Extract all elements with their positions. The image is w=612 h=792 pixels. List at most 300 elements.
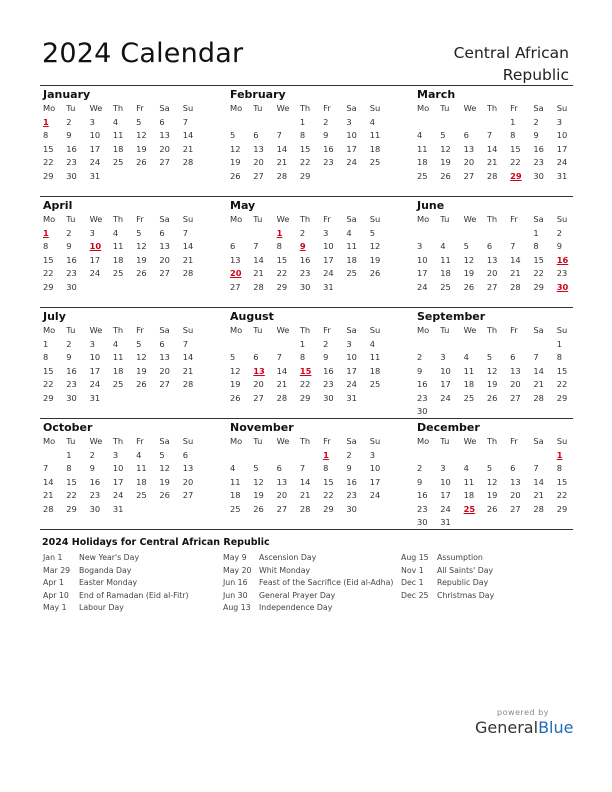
week-row <box>227 392 390 406</box>
day-cell: 23 <box>323 379 334 389</box>
day-cell: 27 <box>159 268 170 278</box>
day-cell: 28 <box>299 503 311 514</box>
weekday-label: Fr <box>510 214 518 224</box>
weekday-label: We <box>463 436 477 446</box>
day-cell: 7 <box>276 130 282 140</box>
holiday-day-cell: 1 <box>276 227 283 238</box>
weekday-header <box>414 435 577 449</box>
day-cell: 17 <box>556 143 568 154</box>
holidays-title: 2024 Holidays for Central African Republic <box>42 537 270 548</box>
day-cell: 2 <box>66 227 72 238</box>
day-cell: 2 <box>66 116 72 127</box>
month-name: August <box>230 310 274 323</box>
empty-day-cell <box>250 227 273 241</box>
holiday-day-cell: 29 <box>510 170 522 181</box>
week-row <box>40 143 203 157</box>
day-cell: 13 <box>182 463 194 473</box>
weekday-label: Su <box>556 214 568 224</box>
day-cell: 18 <box>369 143 381 154</box>
day-cell: 10 <box>440 476 451 487</box>
holiday-item <box>401 552 494 565</box>
week-row <box>40 365 203 379</box>
day-cell: 3 <box>89 338 95 349</box>
holiday-item <box>401 590 494 603</box>
day-cell: 27 <box>253 170 264 181</box>
week-row <box>40 462 203 476</box>
empty-day-cell <box>414 227 437 241</box>
day-cell: 10 <box>556 130 568 140</box>
day-cell: 29 <box>43 281 54 292</box>
day-cell: 4 <box>417 130 423 140</box>
day-cell: 31 <box>89 170 101 181</box>
holiday-name: All Saints' Day <box>437 565 494 575</box>
week-row <box>227 378 390 392</box>
day-cell: 28 <box>510 281 521 292</box>
day-cell: 5 <box>230 130 236 140</box>
day-cell: 9 <box>417 476 423 487</box>
month-name: February <box>230 88 286 101</box>
empty-day-cell <box>297 449 320 463</box>
day-cell: 10 <box>346 352 357 362</box>
week-row <box>40 240 203 254</box>
week-row <box>414 281 577 295</box>
empty-day-cell <box>156 392 179 406</box>
weekday-label: We <box>89 325 103 335</box>
holiday-day-cell: 1 <box>323 449 329 460</box>
week-row <box>40 449 203 463</box>
weekday-label: Tu <box>66 103 76 113</box>
day-cell: 14 <box>276 365 288 376</box>
day-cell: 8 <box>510 130 516 140</box>
weekday-label: Sa <box>159 214 170 224</box>
day-cell: 14 <box>276 143 288 154</box>
day-cell: 30 <box>417 406 428 416</box>
holiday-item <box>223 565 393 578</box>
day-cell: 18 <box>417 157 428 167</box>
day-cell: 26 <box>136 268 147 278</box>
day-cell: 21 <box>299 490 311 500</box>
day-cell: 26 <box>136 379 147 389</box>
day-cell: 22 <box>299 379 311 389</box>
weekday-label: Th <box>112 214 124 224</box>
day-cell: 2 <box>417 463 423 473</box>
holiday-day-cell: 25 <box>463 503 476 514</box>
day-cell: 12 <box>159 463 170 473</box>
weekday-header <box>40 324 203 338</box>
holiday-date: Jun 16 <box>223 578 248 587</box>
day-cell: 21 <box>510 268 521 278</box>
day-cell: 26 <box>136 157 147 167</box>
day-cell: 12 <box>253 476 264 487</box>
day-cell: 12 <box>486 365 498 376</box>
day-cell: 17 <box>89 143 101 154</box>
day-cell: 25 <box>369 157 381 167</box>
day-cell: 16 <box>417 379 428 389</box>
week-row <box>414 240 577 254</box>
day-cell: 1 <box>299 338 306 349</box>
holiday-item <box>43 565 189 578</box>
week-row <box>414 143 577 157</box>
day-cell: 7 <box>299 463 306 473</box>
weekday-label: Fr <box>136 436 144 446</box>
day-cell: 14 <box>299 476 311 487</box>
day-cell: 18 <box>463 490 475 500</box>
weekday-label: We <box>89 214 103 224</box>
empty-day-cell <box>180 503 203 517</box>
day-cell: 27 <box>182 490 194 500</box>
day-cell: 8 <box>43 241 49 251</box>
empty-day-cell <box>530 338 553 352</box>
day-cell: 14 <box>182 130 194 140</box>
day-cell: 6 <box>253 130 259 140</box>
day-cell: 3 <box>89 227 95 238</box>
day-cell: 26 <box>463 281 475 292</box>
day-cell: 17 <box>112 476 124 487</box>
day-cell: 30 <box>89 503 101 514</box>
day-cell: 25 <box>440 281 451 292</box>
day-cell: 23 <box>556 268 568 278</box>
day-cell: 12 <box>230 365 241 376</box>
month-september <box>414 308 577 419</box>
empty-day-cell <box>133 503 156 517</box>
day-cell: 5 <box>369 227 375 238</box>
day-cell: 7 <box>182 227 188 238</box>
week-row <box>227 129 390 143</box>
day-cell: 4 <box>112 227 119 238</box>
day-cell: 11 <box>112 352 124 362</box>
week-row <box>414 516 577 530</box>
week-row <box>414 378 577 392</box>
week-row <box>227 338 390 352</box>
week-row <box>414 392 577 406</box>
month-name: December <box>417 421 480 434</box>
holiday-date: Aug 13 <box>223 603 251 612</box>
day-cell: 7 <box>510 241 516 251</box>
day-cell: 17 <box>89 365 101 376</box>
day-cell: 4 <box>112 116 119 127</box>
holiday-name: Christmas Day <box>437 590 495 600</box>
day-cell: 15 <box>299 143 311 154</box>
day-cell: 15 <box>510 143 521 154</box>
holiday-date: Apr 1 <box>43 578 64 587</box>
day-cell: 3 <box>417 241 423 251</box>
empty-day-cell <box>461 227 484 241</box>
day-cell: 22 <box>299 157 311 167</box>
week-row <box>227 116 390 130</box>
weekday-label: Fr <box>136 325 144 335</box>
day-cell: 3 <box>440 463 446 473</box>
day-cell: 6 <box>182 449 188 460</box>
day-cell: 22 <box>276 268 288 278</box>
empty-day-cell <box>180 281 203 295</box>
day-cell: 17 <box>346 143 357 154</box>
weekday-label: Mo <box>43 103 56 113</box>
weekday-label: Tu <box>440 325 450 335</box>
week-row <box>227 449 390 463</box>
weekday-label: Su <box>556 325 568 335</box>
day-cell: 5 <box>159 449 165 460</box>
day-cell: 25 <box>369 379 381 389</box>
day-cell: 1 <box>533 227 539 238</box>
weekday-label: Mo <box>417 325 430 335</box>
day-cell: 25 <box>463 392 475 403</box>
holiday-date: May 20 <box>223 565 252 575</box>
day-cell: 19 <box>230 379 241 389</box>
day-cell: 24 <box>112 490 124 500</box>
day-cell: 26 <box>486 503 498 514</box>
day-cell: 7 <box>533 463 539 473</box>
week-row <box>414 405 577 419</box>
day-cell: 15 <box>323 476 334 487</box>
day-cell: 29 <box>533 281 544 292</box>
day-cell: 4 <box>463 463 469 473</box>
holiday-day-cell: 20 <box>230 268 242 278</box>
weekday-label: Mo <box>43 214 56 224</box>
empty-day-cell <box>461 449 484 463</box>
weekday-label: Su <box>556 436 568 446</box>
weekday-label: Th <box>299 325 311 335</box>
day-cell: 31 <box>440 517 451 527</box>
weekday-label: Su <box>369 436 381 446</box>
day-cell: 21 <box>276 157 288 167</box>
holiday-name: Easter Monday <box>79 578 138 587</box>
day-cell: 16 <box>346 476 357 487</box>
day-cell: 15 <box>66 476 77 487</box>
day-cell: 5 <box>136 227 142 238</box>
day-cell: 22 <box>556 379 568 389</box>
day-cell: 23 <box>66 379 77 389</box>
day-cell: 18 <box>112 143 124 154</box>
weekday-label: Tu <box>253 214 263 224</box>
empty-day-cell <box>343 281 366 295</box>
day-cell: 16 <box>417 490 428 500</box>
day-cell: 28 <box>276 170 288 181</box>
day-cell: 22 <box>323 490 334 500</box>
day-cell: 25 <box>417 170 428 181</box>
day-cell: 15 <box>556 476 568 487</box>
weekday-label: Sa <box>346 214 357 224</box>
weekday-label: Mo <box>417 436 430 446</box>
day-cell: 2 <box>89 449 95 460</box>
day-cell: 17 <box>417 268 428 278</box>
empty-day-cell <box>133 392 156 406</box>
weekday-label: Sa <box>346 436 357 446</box>
day-cell: 24 <box>89 379 101 389</box>
day-cell: 28 <box>276 392 288 403</box>
day-cell: 3 <box>112 449 119 460</box>
weekday-label: We <box>89 436 103 446</box>
day-cell: 6 <box>510 352 516 362</box>
month-october <box>40 419 203 516</box>
holiday-day-cell: 9 <box>299 241 306 251</box>
weekday-label: Su <box>182 103 194 113</box>
holiday-day-cell: 1 <box>556 449 563 460</box>
day-cell: 18 <box>112 365 124 376</box>
day-cell: 15 <box>276 254 288 265</box>
empty-day-cell <box>437 338 460 352</box>
empty-day-cell <box>461 405 484 419</box>
day-cell: 20 <box>159 254 170 265</box>
weekday-header <box>414 324 577 338</box>
day-cell: 29 <box>299 392 311 403</box>
empty-day-cell <box>461 116 484 130</box>
day-cell: 25 <box>136 490 147 500</box>
day-cell: 20 <box>463 157 475 167</box>
day-cell: 2 <box>323 116 329 127</box>
week-row <box>227 227 390 241</box>
holiday-day-cell: 13 <box>253 365 265 376</box>
empty-day-cell <box>250 116 273 130</box>
day-cell: 1 <box>299 116 306 127</box>
day-cell: 23 <box>89 490 101 500</box>
week-row <box>414 365 577 379</box>
holiday-name: Boganda Day <box>79 565 132 575</box>
holiday-name: Independence Day <box>259 603 333 612</box>
weekday-label: We <box>463 214 477 224</box>
day-cell: 18 <box>346 254 357 265</box>
day-cell: 10 <box>417 254 428 265</box>
empty-day-cell <box>110 170 133 184</box>
day-cell: 16 <box>66 254 77 265</box>
day-cell: 22 <box>66 490 77 500</box>
weekday-label: Fr <box>510 103 518 113</box>
weekday-header <box>227 435 390 449</box>
day-cell: 4 <box>440 241 446 251</box>
day-cell: 2 <box>346 449 352 460</box>
weekday-label: Fr <box>510 436 518 446</box>
empty-day-cell <box>320 170 343 184</box>
day-cell: 4 <box>136 449 142 460</box>
day-cell: 3 <box>89 116 95 127</box>
holiday-name: Labour Day <box>79 603 124 612</box>
day-cell: 7 <box>182 338 188 349</box>
day-cell: 28 <box>486 170 498 181</box>
day-cell: 5 <box>463 241 469 251</box>
week-row <box>414 227 577 241</box>
day-cell: 7 <box>276 352 282 362</box>
day-cell: 28 <box>43 503 54 514</box>
empty-day-cell <box>437 405 460 419</box>
empty-day-cell <box>461 516 484 530</box>
day-cell: 8 <box>299 352 306 362</box>
day-cell: 7 <box>486 130 493 140</box>
holiday-item <box>401 565 494 578</box>
day-cell: 21 <box>182 143 194 154</box>
day-cell: 24 <box>346 379 357 389</box>
weekday-label: We <box>463 325 477 335</box>
weekday-label: Fr <box>136 103 144 113</box>
day-cell: 27 <box>486 281 498 292</box>
day-cell: 26 <box>230 170 241 181</box>
day-cell: 11 <box>346 241 357 251</box>
day-cell: 3 <box>369 449 375 460</box>
empty-day-cell <box>133 281 156 295</box>
weekday-header <box>227 213 390 227</box>
day-cell: 26 <box>253 503 264 514</box>
weekday-label: Fr <box>323 214 331 224</box>
day-cell: 20 <box>510 379 521 389</box>
day-cell: 18 <box>440 268 451 278</box>
week-row <box>227 476 390 490</box>
country-name <box>369 42 569 86</box>
month-name: January <box>43 88 91 101</box>
day-cell: 21 <box>486 157 498 167</box>
day-cell: 19 <box>486 490 498 500</box>
holiday-date: Dec 25 <box>401 590 429 600</box>
weekday-label: Su <box>182 325 194 335</box>
day-cell: 7 <box>253 241 259 251</box>
empty-day-cell <box>367 503 390 517</box>
day-cell: 1 <box>556 338 562 349</box>
empty-day-cell <box>414 449 437 463</box>
weekday-label: We <box>276 325 290 335</box>
day-cell: 6 <box>510 463 516 473</box>
empty-day-cell <box>414 116 437 130</box>
empty-day-cell <box>484 116 507 130</box>
empty-day-cell <box>367 281 390 295</box>
month-name: July <box>43 310 66 323</box>
day-cell: 12 <box>440 143 451 154</box>
day-cell: 19 <box>136 254 147 265</box>
month-november <box>227 419 390 516</box>
month-may <box>227 197 390 294</box>
day-cell: 6 <box>159 227 165 238</box>
day-cell: 4 <box>463 352 469 362</box>
day-cell: 29 <box>43 170 54 181</box>
day-cell: 22 <box>43 379 54 389</box>
day-cell: 23 <box>299 268 311 278</box>
empty-day-cell <box>156 170 179 184</box>
day-cell: 20 <box>510 490 521 500</box>
day-cell: 29 <box>276 281 288 292</box>
empty-day-cell <box>461 338 484 352</box>
day-cell: 14 <box>43 476 54 487</box>
holiday-item <box>43 590 189 603</box>
month-july <box>40 308 203 405</box>
holiday-name: Ascension Day <box>259 553 317 562</box>
holiday-name: New Year's Day <box>79 553 140 562</box>
day-cell: 28 <box>182 379 194 389</box>
day-cell: 19 <box>486 379 498 389</box>
week-row <box>227 462 390 476</box>
week-row <box>40 281 203 295</box>
day-cell: 20 <box>159 143 170 154</box>
weekday-label: Sa <box>533 436 544 446</box>
day-cell: 30 <box>299 281 311 292</box>
day-cell: 27 <box>230 281 241 292</box>
holiday-item <box>223 590 393 603</box>
day-cell: 8 <box>43 130 49 140</box>
empty-day-cell <box>156 281 179 295</box>
week-row <box>40 378 203 392</box>
weekday-label: Mo <box>43 436 56 446</box>
holiday-date: May 9 <box>223 553 247 562</box>
day-cell: 31 <box>112 503 124 514</box>
day-cell: 22 <box>510 157 521 167</box>
weekday-label: Sa <box>533 214 544 224</box>
day-cell: 2 <box>66 338 72 349</box>
day-cell: 21 <box>533 490 544 500</box>
month-name: October <box>43 421 93 434</box>
weekday-label: Sa <box>346 103 357 113</box>
holiday-column <box>43 552 189 615</box>
week-row <box>40 338 203 352</box>
day-cell: 20 <box>486 268 498 278</box>
day-cell: 30 <box>66 281 77 292</box>
holiday-name: End of Ramadan (Eid al-Fitr) <box>79 590 189 600</box>
weekday-label: Tu <box>253 436 263 446</box>
day-cell: 10 <box>89 352 101 362</box>
